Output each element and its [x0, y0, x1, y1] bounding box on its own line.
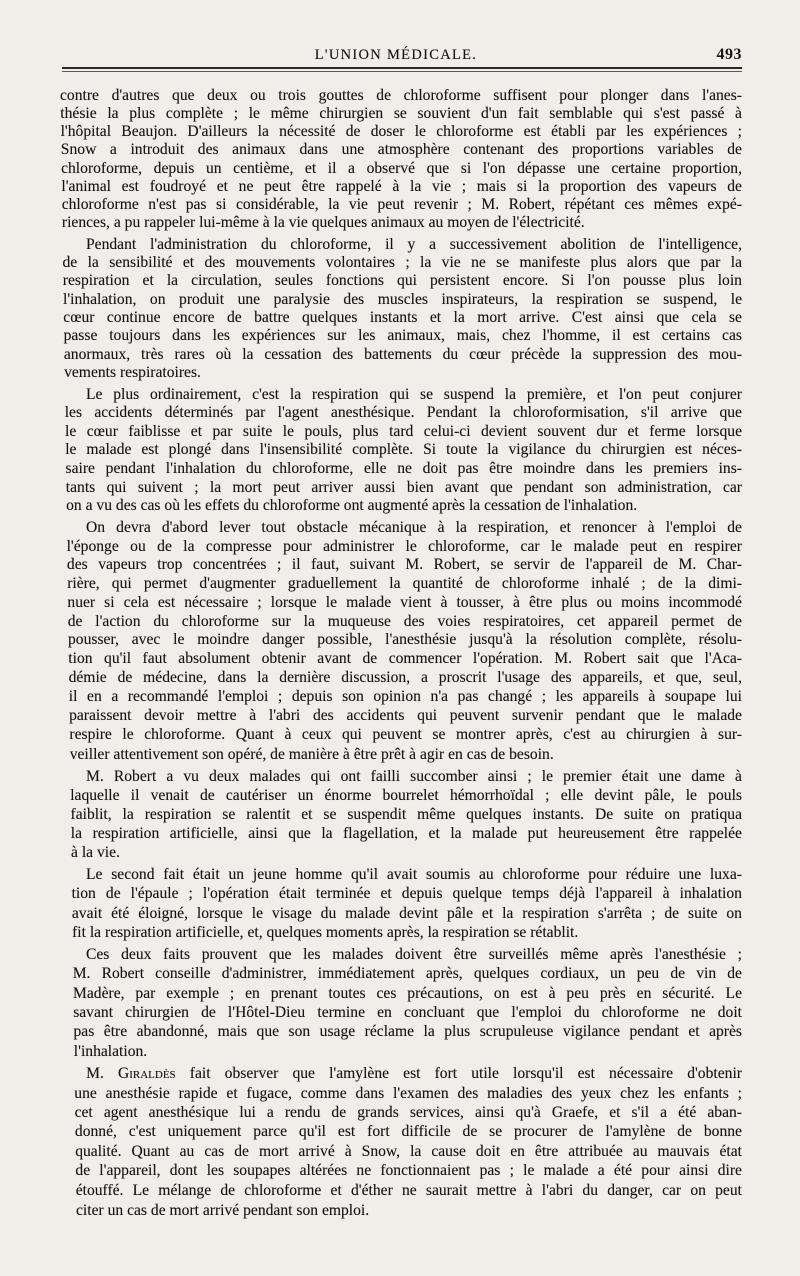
text-line: cœur continue encore de battre quelques instants et la mort arrive. C'est ainsi que cela se — [63, 308, 742, 326]
text-line: de l'appareil, dont les soupapes altérées ne fonctionnaient pas ; le malade a été pour ainsi dire — [75, 1162, 742, 1180]
text-line: avait été éloigné, lorsque le visage du malade devint pâle et la respiration s'arrêta ; de suite on — [71, 904, 742, 922]
text-line: nuer si cela est nécessaire ; lorsque le malade vient à tousser, à être plus ou moins incommodé — [67, 593, 742, 611]
text-line: fit la respiration artificielle, et, quelques moments après, la respiration se rétablit. — [72, 923, 579, 941]
text-line: Ces deux faits prouvent que les malades doivent être surveillés même après l'anesthésie ; — [85, 946, 742, 964]
text-line: de la sensibilité et des mouvements volontaires ; la vie ne se manifeste plus alors que par la — [62, 253, 742, 271]
text-line: tion de l'épaule ; l'opération était terminée et depuis quelque temps déjà l'appareil à inhalation — [71, 885, 742, 903]
text-line: donné, c'est uniquement parce qu'il est fort difficile de se procurer de l'amylène de bonne — [74, 1123, 742, 1141]
text-line: cet agent anesthésique lui a rendu de grands services, ainsi qu'à Graefe, et s'il a été aban- — [74, 1103, 742, 1121]
page-number: 493 — [716, 46, 742, 63]
text-line: savant chirurgien de l'Hôtel-Dieu termine en concluant que l'emploi du chloroforme ne doit — [73, 1003, 742, 1021]
text-line: Le plus ordinairement, c'est la respiration qui se suspend la première, et l'on peut conjurer — [85, 385, 742, 403]
speaker-name: M. Giraldès — [86, 1065, 176, 1083]
header-rule-thin — [62, 71, 742, 72]
text-line: Pendant l'administration du chloroforme, il y a successivement abolition de l'intelligence, — [85, 235, 742, 253]
text-line: faiblit, la respiration se ralentit et se suspendit même quelques instants. De suite on pratiqua — [70, 806, 742, 823]
text-line: Madère, par exemple ; en prenant toutes ces précautions, on est à peu près en sécurité. Le — [73, 984, 742, 1002]
text-line: tants qui suivent ; la mort peut arriver aussi bien avant que pendant son administration, car — [65, 478, 742, 496]
paragraph — [0, 386, 800, 516]
text-line: le malade est plongé dans l'insensibilité complète. Si toute la vigilance du chirurgien est néces- — [65, 441, 742, 459]
text-line: Le second fait était un jeune homme qu'il avait soumis au chloroforme pour réduire une luxa- — [85, 866, 742, 884]
text-line: M. Robert conseille d'administrer, immédiatement après, quelques cordiaux, un peu de vin de — [72, 965, 742, 983]
text-line: laquelle il venait de cautériser un énorme bourrelet hémorrhoïdal ; elle devint pâle, le pouls — [70, 786, 742, 804]
text-line: thésie la plus complète ; le même chirurgien se souvient d'un fait semblable qui s'est passé à — [60, 105, 742, 123]
text-line: on a vu des cas où les effets du chloroforme ont augmenté après la cessation de l'inhalation. — [66, 497, 638, 515]
running-head — [0, 44, 800, 66]
text-line: étouffé. Le mélange de chloroforme et d'éther ne saurait mettre à l'abri du danger, car on peut — [75, 1181, 742, 1199]
text-line: démie de médecine, dans la dernière discussion, a proscrit l'usage des appareils, et que, seul, — [68, 669, 742, 687]
text-line: l'inhalation. — [73, 1042, 148, 1060]
text-line: saire pendant l'inhalation du chloroforme, elle ne doit pas être moindre dans les premiers ins- — [65, 459, 742, 477]
paragraph — [0, 865, 800, 942]
text-line — [74, 1064, 742, 1083]
line-text: fait observer que l'amylène est fort utile lorsqu'il est nécessaire d'obtenir — [189, 1065, 742, 1083]
text-line: des vapeurs trop concentrées ; il faut, suivant M. Robert, se servir de l'appareil de M. Char- — [66, 556, 742, 574]
text-line: l'inhalation, on produit une paralysie des muscles inspirateurs, la respiration se suspend, le — [63, 290, 742, 308]
text-line: respire le chloroforme. Quant à ceux qui peuvent se montrer après, c'est au chirurgien à sur- — [69, 725, 742, 743]
text-line: l'hôpital Beaujon. D'ailleurs la nécessité de doser le chloroforme est établi par les expériences ; — [60, 123, 742, 141]
text-line: la respiration artificielle, ainsi que la flagellation, et la malade put heureusement être rappelée — [70, 825, 742, 843]
running-head-title: L'UNION MÉDICALE. — [314, 47, 478, 63]
text-line: Snow a introduit des animaux dans une atmosphère contenant des proportions variables de — [60, 141, 742, 159]
text-line: pas être abandonné, mais que son usage réclame la plus scrupuleuse vigilance pendant et après — [73, 1023, 742, 1041]
text-line: On devra d'abord lever tout obstacle mécanique à la respiration, et renoncer à l'emploi de — [85, 518, 742, 536]
text-line: paraissent devoir mettre à l'abri des accidents qui peuvent survenir pendant que le malade — [69, 706, 742, 724]
text-line: pousser, avec le moindre danger possible, l'anesthésie jusqu'à la résolution complète, résolu- — [68, 631, 742, 649]
text-line: il en a recommandé l'emploi ; depuis son opinion n'a pas changé ; les appareils à soupape lui — [68, 688, 742, 706]
text-line: l'animal est foudroyé et ne peut être rappelé à la vie ; mais si la proportion des vapeurs de — [61, 177, 742, 195]
text-line: passe toujours dans les expériences sur les animaux, mais, chez l'homme, il est certains cas — [63, 327, 742, 345]
text-line: vements respiratoires. — [64, 364, 201, 382]
text-line: citer un cas de mort arrivé pendant son emploi. — [76, 1201, 370, 1219]
paragraph — [0, 767, 800, 862]
text-line: M. Robert a vu deux malades qui ont failli succomber ainsi ; le premier était une dame à — [85, 767, 742, 785]
text-line: le cœur faiblisse et par suite le pouls, plus tard celui-ci devient souvent dur et ferme lorsque — [65, 422, 742, 440]
text-line: à la vie. — [71, 844, 120, 862]
text-line: de l'action du chloroforme sur la muqueuse des voies respiratoires, cet appareil permet de — [67, 612, 742, 630]
article-body — [0, 87, 800, 1220]
paragraph — [0, 87, 800, 233]
text-line: riences, a pu rappeler lui-même à la vie quelques animaux au moyen de l'électricité. — [61, 214, 585, 232]
text-line: chloroforme n'est pas si considérable, la vie peut revenir ; M. Robert, répétant ces mêmes expé- — [61, 196, 742, 213]
text-line: veiller attentivement son opéré, de manière à être prêt à agir en cas de besoin. — [69, 745, 554, 763]
text-line: rière, qui permet d'augmenter graduellement la quantité de chloroforme inhalé ; de la dimi- — [67, 575, 742, 593]
text-line: tion qu'il faut absolument obtenir avant de commencer l'opération. M. Robert sait que l'Aca- — [68, 650, 742, 668]
paragraph — [0, 1064, 800, 1220]
paragraph — [0, 519, 800, 764]
paragraph — [0, 945, 800, 1061]
paragraph — [0, 236, 800, 383]
text-line: qualité. Quant au cas de mort arrivé à Snow, la cause doit en être attribuée au mauvais état — [75, 1142, 742, 1160]
text-line: anormaux, très rares où la cessation des battements du cœur précède la suppression des mou- — [63, 345, 742, 363]
text-line: contre d'autres que deux ou trois gouttes de chloroforme suffisent pour plonger dans l'anes- — [60, 87, 742, 104]
text-line: chloroforme, depuis un centième, et il a observé que si l'on dépasse une certaine proportion, — [61, 159, 742, 177]
header-rule — [62, 67, 742, 69]
text-line: l'éponge ou de la compresse pour administrer le chloroforme, car le malade peut en respirer — [66, 537, 742, 555]
text-line: les accidents déterminés par l'agent anesthésique. Pendant la chloroformisation, s'il arrive que — [64, 404, 742, 422]
text-line: respiration et la circulation, seules fonctions qui persistent encore. Si l'on pousse plus loin — [62, 272, 742, 290]
text-line: une anesthésie rapide et fugace, comme dans l'examen des maladies des yeux chez les enfants ; — [74, 1084, 742, 1102]
